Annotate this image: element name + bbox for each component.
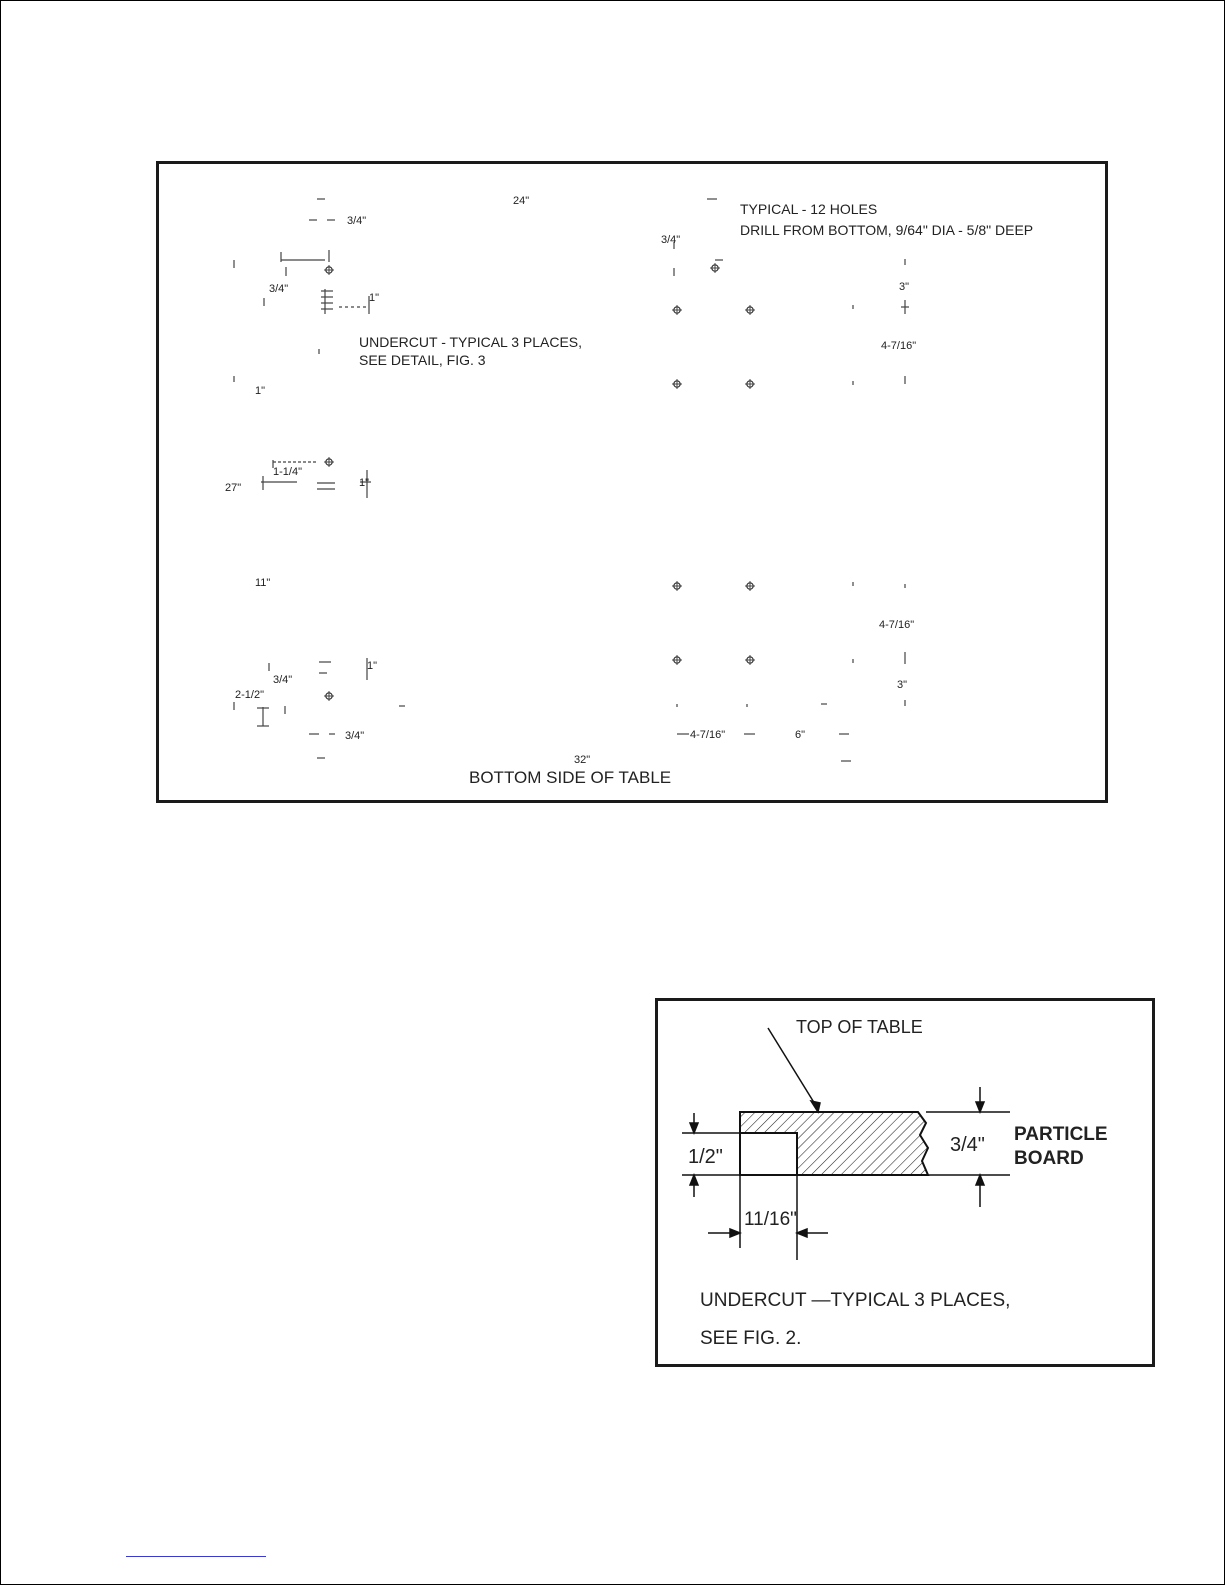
bottom-side-drawing [159,164,1105,800]
dim-left-small-3: 1" [367,660,378,672]
material-label-1: PARTICLE [1014,1124,1108,1145]
undercut-detail-figure [655,998,1155,1367]
dim-top-width: 24" [513,195,530,207]
dim-left-top-offset: 3/4" [347,215,367,227]
dim-bottom-width: 32" [574,754,591,766]
dimension-labels [225,195,916,766]
dim-right-bottom-spacing: 3" [897,679,908,691]
drill-holes [324,263,755,701]
footer-link-underline [126,1556,266,1557]
note-holes-line-2: DRILL FROM BOTTOM, 9/64" DIA - 5/8" DEEP [740,222,1034,238]
note-holes-line-1: TYPICAL - 12 HOLES [740,201,878,217]
dim-right-top-spacing: 3" [899,281,910,293]
dim-left-one: 1" [255,385,266,397]
material-label-2: BOARD [1014,1148,1084,1169]
detail-caption-2: SEE FIG. 2. [700,1328,802,1349]
bottom-side-caption: BOTTOM SIDE OF TABLE [469,768,672,787]
dimension-marks [234,199,909,761]
dim-right-spacing-b: 4-7/16" [879,619,915,631]
bottom-side-figure [156,161,1108,803]
dim-left-offset-a: 3/4" [269,283,289,295]
dim-left-small-2: 1" [359,477,370,489]
dim-left-bottom-offset: 3/4" [345,730,365,742]
dim-left-eleven: 11" [255,577,271,589]
dim-left-two-half: 2-1/2" [235,689,264,701]
thickness-label: 3/4" [950,1134,985,1156]
undercut-notch [740,1133,797,1175]
cut-width-label: 11/16" [744,1209,797,1230]
undercut-detail-drawing [658,1001,1152,1364]
dim-right-top-offset: 3/4" [661,234,681,246]
dim-bottom-six: 6" [795,729,806,741]
dim-left-offset-b: 3/4" [273,674,293,686]
top-label-leader [768,1028,820,1112]
top-of-table-label: TOP OF TABLE [796,1017,923,1037]
note-undercut-line-1: UNDERCUT - TYPICAL 3 PLACES, [359,334,583,350]
detail-caption-1: UNDERCUT —TYPICAL 3 PLACES, [700,1290,1011,1311]
cut-depth-label: 1/2" [688,1146,723,1168]
dim-bottom-spacing: 4-7/16" [690,729,726,741]
dim-left-small-1: 1" [369,292,380,304]
dim-left-mid: 1-1/4" [273,466,302,478]
detail-labels [688,1017,1108,1349]
dim-left-height: 27" [225,482,242,494]
bottom-side-labels [359,201,1033,368]
note-undercut-line-2: SEE DETAIL, FIG. 3 [359,352,486,368]
dim-right-spacing-a: 4-7/16" [881,340,917,352]
